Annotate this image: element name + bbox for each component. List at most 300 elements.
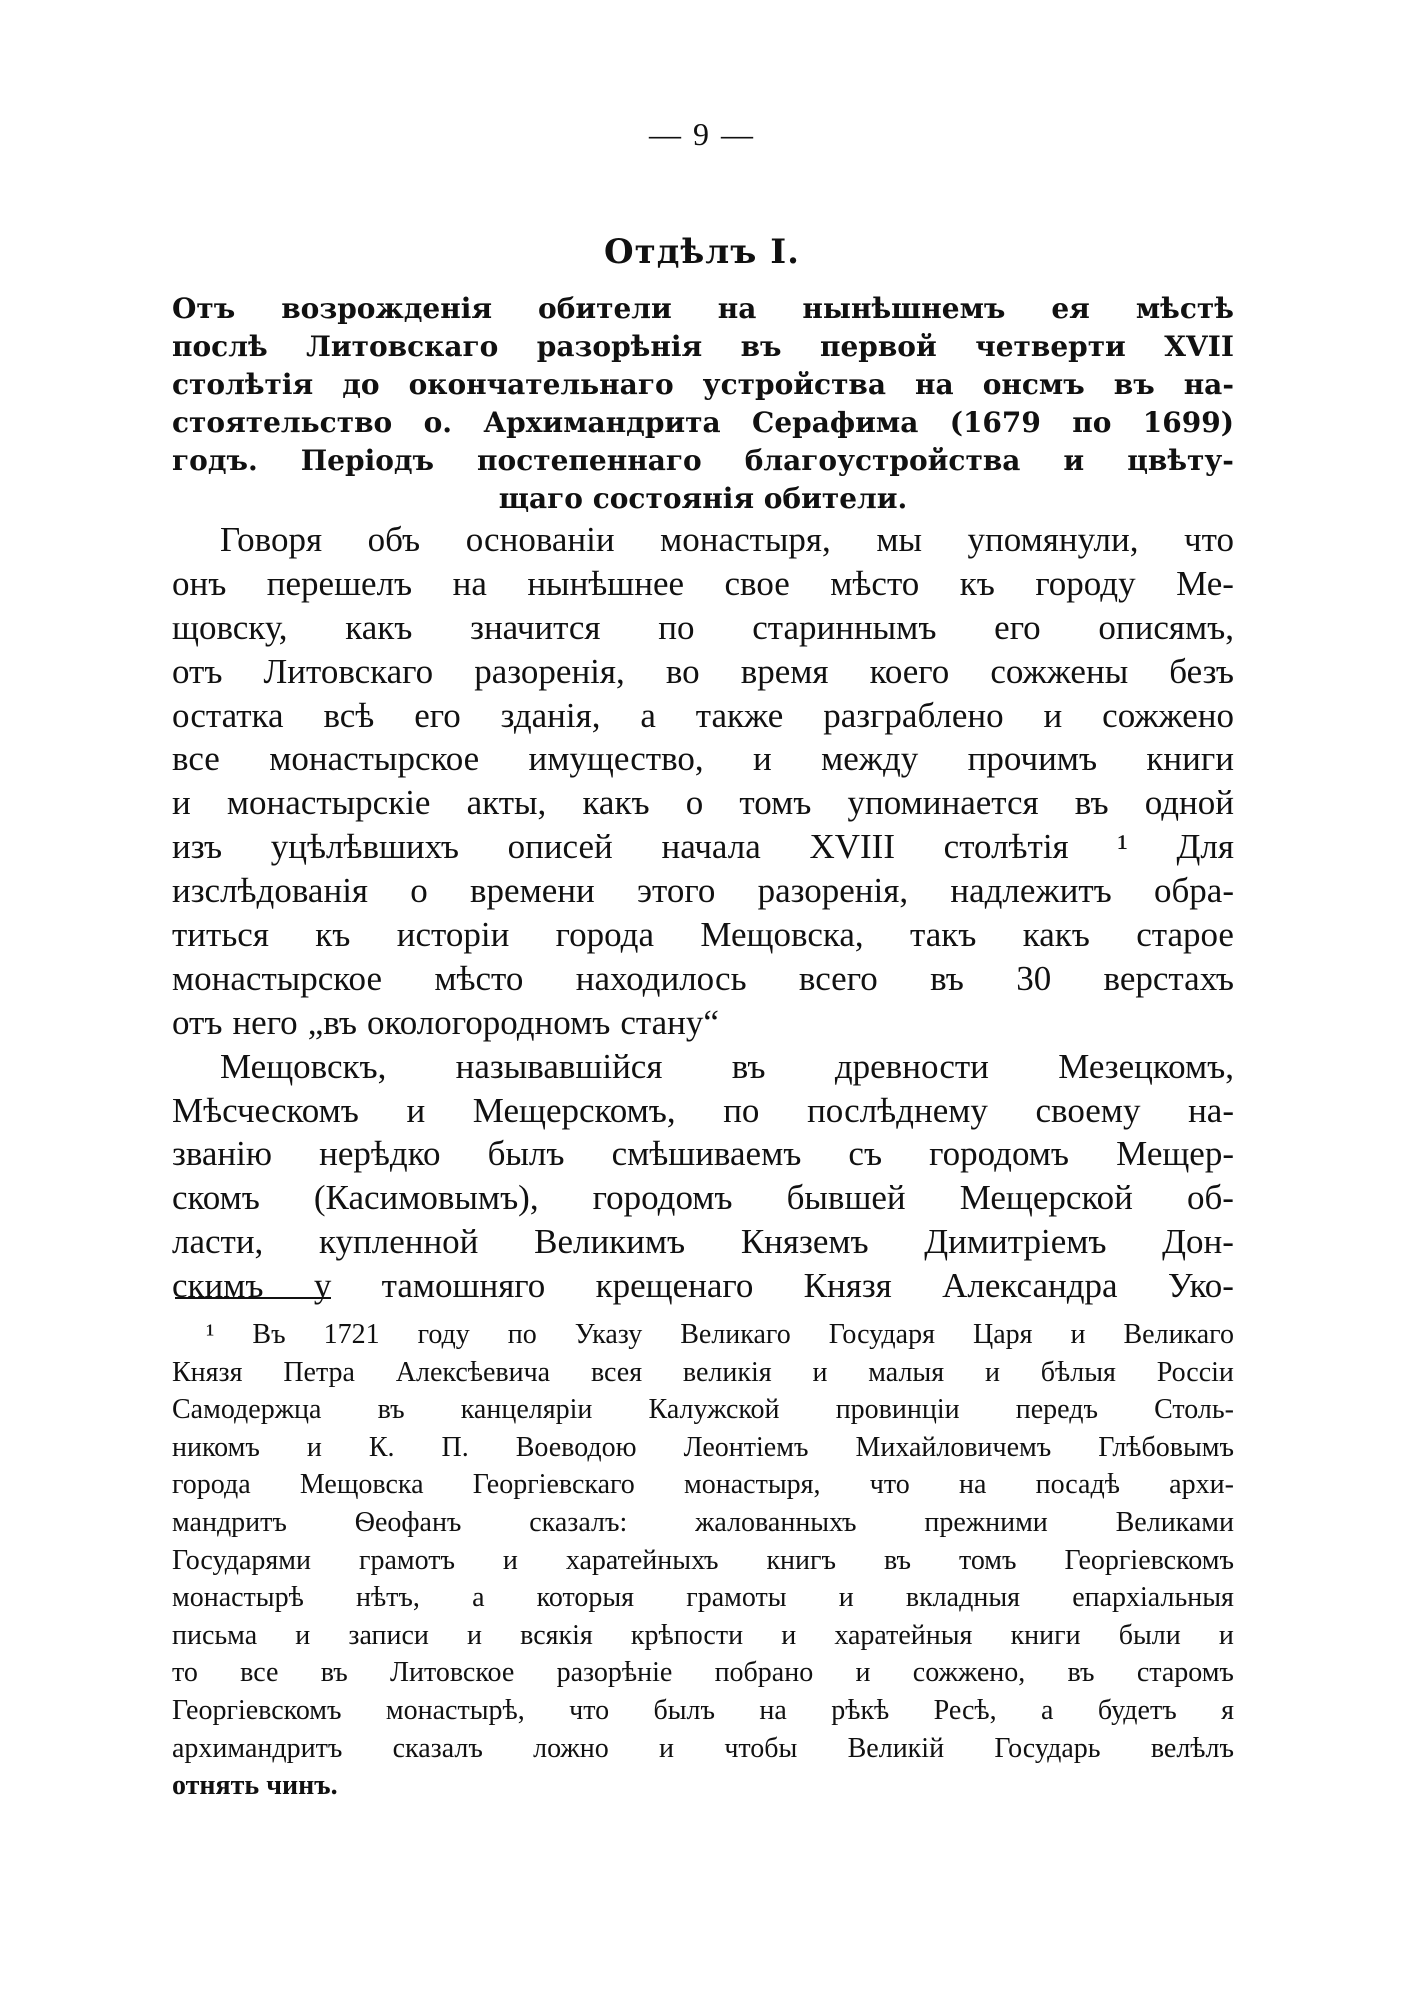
- word: грамотъ: [358, 1544, 455, 1576]
- word: „въ: [307, 1002, 357, 1042]
- word: щовску,: [172, 607, 288, 647]
- word: Леонтіемъ: [683, 1431, 809, 1463]
- word: нѣтъ,: [355, 1582, 420, 1614]
- word: на: [717, 292, 757, 325]
- footnote-divider: [175, 1297, 331, 1299]
- footnote-line: [172, 1316, 1234, 1354]
- word: Георгіевскаго: [472, 1469, 635, 1501]
- word: и: [659, 1732, 675, 1764]
- word: у: [313, 1266, 332, 1306]
- word: Царя: [972, 1319, 1033, 1350]
- word: на-: [1188, 1090, 1234, 1130]
- word: Самодержца: [172, 1394, 322, 1426]
- word: и: [838, 1582, 854, 1614]
- word: харатейныхъ: [565, 1544, 719, 1576]
- word: Для: [1176, 827, 1234, 867]
- word: Литовское: [390, 1657, 515, 1689]
- word: Княземъ: [740, 1222, 869, 1262]
- word: Великаго: [680, 1319, 791, 1350]
- word: что: [1184, 520, 1234, 559]
- word: упомянули,: [967, 520, 1139, 559]
- word: все: [240, 1657, 279, 1689]
- word: разоренія,: [757, 871, 909, 911]
- word: и: [295, 1619, 311, 1651]
- word: 30: [1016, 958, 1052, 998]
- word: времени: [470, 871, 595, 911]
- word: разорѣніе: [556, 1657, 673, 1689]
- word: по: [658, 607, 695, 647]
- footnote-line: отнять чинъ.: [172, 1770, 338, 1802]
- word: городу: [1035, 563, 1136, 603]
- word: смѣшиваемъ: [611, 1134, 802, 1174]
- word: Въ: [252, 1319, 286, 1350]
- word: Воеводою: [515, 1431, 637, 1463]
- word: цвѣту-: [1127, 444, 1234, 477]
- word: столѣтія: [172, 368, 314, 401]
- word: какъ: [1022, 915, 1090, 955]
- page-number: — 9 —: [649, 116, 755, 152]
- word: стариннымъ: [752, 607, 937, 647]
- word: Дон-: [1162, 1222, 1234, 1262]
- word: объ: [367, 520, 421, 559]
- word: въ: [320, 1657, 348, 1689]
- word: нерѣдко: [319, 1134, 441, 1174]
- word: изслѣдованія: [172, 871, 369, 911]
- footnote-line: [172, 1466, 1234, 1504]
- word: чтобы: [724, 1732, 798, 1764]
- word: званію: [172, 1134, 273, 1174]
- word: окончательнаго: [408, 368, 674, 401]
- word: крѣпости: [630, 1619, 744, 1651]
- word: столѣтія: [943, 827, 1069, 867]
- word: были: [1118, 1619, 1181, 1651]
- word: мандритъ: [172, 1506, 287, 1538]
- word: всѣ: [323, 695, 375, 735]
- word: онъ: [172, 563, 227, 603]
- word: монастырскіе: [226, 783, 431, 823]
- paragraph-line: [172, 957, 1234, 1001]
- word: (1679: [949, 406, 1041, 439]
- word: стоятельство: [172, 406, 393, 439]
- word: старомъ: [1136, 1657, 1234, 1689]
- word: монастырское: [269, 739, 480, 779]
- summary-line: [172, 366, 1234, 404]
- footnote-line: [172, 1429, 1234, 1467]
- word: письма: [172, 1619, 258, 1651]
- word: Періодъ: [300, 444, 435, 477]
- word: малыя: [868, 1356, 945, 1388]
- word: нынѣшнемъ: [802, 292, 1006, 325]
- word: Глѣбовымъ: [1098, 1431, 1234, 1463]
- paragraph-line: [172, 650, 1234, 694]
- word: какъ: [345, 607, 413, 647]
- word: послѣднему: [807, 1090, 988, 1130]
- word: на: [958, 1469, 987, 1501]
- word: на: [759, 1694, 787, 1726]
- word: харатейныя: [834, 1619, 973, 1651]
- word: Мещовска: [299, 1469, 424, 1501]
- word: такъ: [909, 915, 977, 955]
- word: Князя: [172, 1356, 243, 1388]
- word: четверти: [975, 330, 1126, 363]
- word: въ: [377, 1394, 405, 1426]
- word: Литовскаго: [306, 330, 499, 363]
- word: Георгіевскомъ: [1064, 1544, 1234, 1576]
- word: древности: [834, 1046, 989, 1086]
- word: постепеннаго: [477, 444, 702, 477]
- word: разоренія,: [474, 651, 625, 691]
- word: своему: [1035, 1090, 1141, 1130]
- word: К.: [368, 1431, 395, 1463]
- footnote-line: [172, 1391, 1234, 1429]
- word: устройства: [702, 368, 887, 401]
- word: Ресѣ,: [933, 1694, 997, 1726]
- word: о.: [423, 406, 452, 439]
- word: зданія,: [500, 695, 601, 735]
- footnote-line: [172, 1692, 1234, 1730]
- word: Мещерскомъ,: [472, 1090, 676, 1130]
- word: титься: [172, 915, 269, 955]
- word: Мезецкомъ,: [1058, 1046, 1234, 1086]
- word: надлежитъ: [950, 871, 1112, 911]
- word: Алексѣевича: [395, 1356, 551, 1388]
- word: о: [685, 783, 704, 823]
- word: и: [1063, 444, 1085, 477]
- word: книгъ: [766, 1544, 836, 1576]
- word: записи: [348, 1619, 429, 1651]
- paragraph-line: [172, 1132, 1234, 1176]
- word: грамоты: [686, 1582, 787, 1614]
- footnote-line: [172, 1542, 1234, 1580]
- word: Мещовскъ,: [220, 1046, 387, 1086]
- word: Указу: [574, 1319, 643, 1350]
- word: остатка: [172, 695, 284, 735]
- word: ложно: [533, 1732, 609, 1764]
- word: ¹: [1117, 827, 1128, 867]
- word: жалованныхъ: [695, 1506, 857, 1538]
- word: описямъ,: [1098, 607, 1234, 647]
- paragraph-line: [172, 1176, 1234, 1220]
- word: и: [1043, 695, 1063, 735]
- word: я: [1221, 1694, 1234, 1726]
- summary-line: [172, 328, 1234, 366]
- paragraph-line: [172, 737, 1234, 781]
- word: въ: [1067, 1657, 1095, 1689]
- word: то: [172, 1657, 198, 1689]
- main-text: [172, 518, 1234, 1308]
- word: монастыря,: [660, 520, 831, 559]
- word: и: [781, 1619, 797, 1651]
- word: отъ: [172, 651, 223, 691]
- word: коего: [869, 651, 950, 691]
- word: былъ: [653, 1694, 716, 1726]
- paragraph-line: [172, 518, 1234, 562]
- word: исторіи: [396, 915, 510, 955]
- word: на: [452, 563, 487, 603]
- word: одной: [1144, 783, 1234, 823]
- word: всея: [590, 1356, 643, 1388]
- word: имущество,: [528, 739, 704, 779]
- word: какъ: [582, 783, 650, 823]
- word: ея: [1051, 292, 1090, 325]
- word: по: [1072, 406, 1112, 439]
- word: Отъ: [172, 292, 236, 325]
- summary-line: [172, 290, 1234, 328]
- word: что: [869, 1469, 910, 1501]
- summary-line: [172, 442, 1234, 480]
- word: великія: [682, 1356, 772, 1388]
- word: которыя: [536, 1582, 635, 1614]
- word: и: [467, 1619, 483, 1651]
- word: въ: [1074, 783, 1109, 823]
- word: въ: [930, 958, 964, 998]
- word: и: [172, 783, 191, 823]
- word: годъ.: [172, 444, 258, 477]
- word: на: [915, 368, 954, 401]
- word: и: [1070, 1319, 1086, 1350]
- word: изъ: [172, 827, 223, 867]
- word: находилось: [575, 958, 747, 998]
- word: прочимъ: [967, 739, 1098, 779]
- word: 1699): [1142, 406, 1234, 439]
- paragraph-line: [172, 562, 1234, 606]
- word: Димитріемъ: [924, 1222, 1107, 1262]
- word: (Касимовымъ),: [313, 1178, 539, 1218]
- word: и: [502, 1544, 518, 1576]
- word: уцѣлѣвшихъ: [270, 827, 459, 867]
- paragraph-line: [172, 1089, 1234, 1133]
- word: нынѣшнее: [527, 563, 685, 603]
- word: томъ: [739, 783, 812, 823]
- word: Михайловичемъ: [855, 1431, 1052, 1463]
- word: онсмъ: [982, 368, 1085, 401]
- word: его: [414, 695, 461, 735]
- section-summary: [172, 290, 1234, 518]
- word: году: [417, 1319, 470, 1350]
- word: старое: [1136, 915, 1234, 955]
- word: мы: [876, 520, 922, 559]
- footnote-line: [172, 1579, 1234, 1617]
- word: города: [555, 915, 654, 955]
- paragraph-line: [172, 869, 1234, 913]
- word: до: [342, 368, 380, 401]
- paragraph-line: [172, 913, 1234, 957]
- word: сожжены: [990, 651, 1129, 691]
- paragraph-line: [172, 825, 1234, 869]
- word: Столь-: [1154, 1394, 1234, 1426]
- word: разграблено: [823, 695, 1004, 735]
- word: Великимъ: [534, 1222, 686, 1262]
- word: Говоря: [220, 520, 323, 559]
- word: основаніи: [465, 520, 615, 559]
- paragraph-line: [172, 1045, 1234, 1089]
- word: безъ: [1169, 651, 1234, 691]
- section-title: Отдѣлъ I.: [604, 232, 800, 272]
- word: обра-: [1153, 871, 1234, 911]
- word: XVIII: [809, 827, 895, 867]
- word: и: [406, 1090, 426, 1130]
- word: всякія: [520, 1619, 593, 1651]
- word: Мещерской: [959, 1178, 1133, 1218]
- word: Архимандрита: [483, 406, 721, 439]
- word: Князя: [803, 1266, 892, 1306]
- word: мѣстѣ: [1135, 292, 1234, 325]
- word: монастырѣ: [172, 1582, 304, 1614]
- word: и: [984, 1356, 1000, 1388]
- word: отъ: [172, 1002, 223, 1042]
- word: Литовскаго: [263, 651, 434, 691]
- word: Великій: [847, 1732, 945, 1764]
- word: разорѣнія: [536, 330, 703, 363]
- word: былъ: [487, 1134, 565, 1174]
- word: П.: [441, 1431, 469, 1463]
- word: Александра: [942, 1266, 1118, 1306]
- word: посадѣ: [1035, 1469, 1120, 1501]
- paragraph-line: [172, 1001, 1234, 1045]
- word: XVII: [1164, 330, 1234, 363]
- word: Россіи: [1156, 1356, 1234, 1388]
- word: Мещер-: [1116, 1134, 1234, 1174]
- word: акты,: [466, 783, 547, 823]
- word: послѣ: [172, 330, 268, 363]
- word: купленной: [318, 1222, 479, 1262]
- word: свое: [724, 563, 790, 603]
- word: всего: [798, 958, 878, 998]
- footnote-line: [172, 1654, 1234, 1692]
- word: книги: [1146, 739, 1234, 779]
- word: Великами: [1115, 1506, 1234, 1538]
- paragraph-line: [172, 781, 1234, 825]
- word: обители: [538, 292, 672, 325]
- word: Ѳеофанъ: [354, 1506, 462, 1538]
- word: скомъ: [172, 1178, 260, 1218]
- summary-line: [172, 404, 1234, 442]
- word: томъ: [958, 1544, 1017, 1576]
- word: крещенаго: [595, 1266, 754, 1306]
- word: также: [695, 695, 784, 735]
- word: начала: [661, 827, 761, 867]
- word: бѣлыя: [1040, 1356, 1116, 1388]
- word: Петра: [283, 1356, 355, 1388]
- word: во: [665, 651, 700, 691]
- word: городомъ: [929, 1134, 1070, 1174]
- word: и: [812, 1356, 828, 1388]
- word: провинціи: [835, 1394, 960, 1426]
- word: сказалъ:: [529, 1506, 628, 1538]
- footnote-line: [172, 1730, 1234, 1768]
- word: монастыря,: [684, 1469, 821, 1501]
- word: верстахъ: [1103, 958, 1234, 998]
- word: благоустройства: [744, 444, 1021, 477]
- word: об-: [1186, 1178, 1234, 1218]
- word: первой: [819, 330, 937, 363]
- summary-line: щаго состоянія обители.: [498, 482, 908, 515]
- word: стану“: [620, 1002, 719, 1042]
- word: по: [507, 1319, 537, 1350]
- word: Уко-: [1167, 1266, 1234, 1306]
- word: побрано: [714, 1657, 814, 1689]
- word: епархіальныя: [1072, 1582, 1234, 1614]
- word: книги: [1010, 1619, 1081, 1651]
- word: тамошняго: [381, 1266, 546, 1306]
- word: бывшей: [786, 1178, 906, 1218]
- word: сожжено,: [912, 1657, 1026, 1689]
- word: Мѣсческомъ: [172, 1090, 359, 1130]
- word: Серафима: [752, 406, 919, 439]
- word: время: [740, 651, 829, 691]
- word: въ: [731, 1046, 766, 1086]
- word: передъ: [1015, 1394, 1098, 1426]
- word: а: [640, 695, 656, 735]
- word: города: [172, 1469, 251, 1501]
- word: мѣсто: [434, 958, 524, 998]
- word: Георгіевскомъ: [172, 1694, 342, 1726]
- word: называвшійся: [455, 1046, 663, 1086]
- word: Великаго: [1123, 1319, 1234, 1350]
- word: его: [994, 607, 1041, 647]
- word: городомъ: [592, 1178, 733, 1218]
- paragraph-line: [172, 606, 1234, 650]
- footnote-line: [172, 1504, 1234, 1542]
- word: сказалъ: [392, 1732, 483, 1764]
- word: ласти,: [172, 1222, 264, 1262]
- paragraph-line: [172, 1220, 1234, 1264]
- word: ¹: [206, 1319, 215, 1350]
- word: этого: [637, 871, 716, 911]
- word: прежними: [924, 1506, 1048, 1538]
- word: на-: [1183, 368, 1234, 401]
- word: въ: [1113, 368, 1155, 401]
- word: съ: [848, 1134, 883, 1174]
- word: и: [306, 1431, 322, 1463]
- word: Государь: [994, 1732, 1101, 1764]
- word: мѣсто: [830, 563, 920, 603]
- word: что: [569, 1694, 610, 1726]
- word: Государями: [172, 1544, 311, 1576]
- word: рѣкѣ: [831, 1694, 890, 1726]
- word: никомъ: [172, 1431, 260, 1463]
- word: канцеляріи: [460, 1394, 593, 1426]
- word: и: [855, 1657, 871, 1689]
- word: а: [1041, 1694, 1054, 1726]
- footnote-line: [172, 1617, 1234, 1655]
- footnotes: [172, 1316, 1234, 1805]
- word: къ: [315, 915, 351, 955]
- word: и: [1218, 1619, 1234, 1651]
- word: возрожденія: [281, 292, 493, 325]
- word: вкладныя: [905, 1582, 1021, 1614]
- word: къ: [959, 563, 995, 603]
- word: и: [753, 739, 772, 779]
- word: а: [472, 1582, 485, 1614]
- word: значится: [470, 607, 601, 647]
- word: въ: [740, 330, 782, 363]
- word: сожжено: [1102, 695, 1234, 735]
- word: по: [723, 1090, 760, 1130]
- word: архи-: [1169, 1469, 1234, 1501]
- word: все: [172, 739, 220, 779]
- paragraph-line: [172, 694, 1234, 738]
- word: него: [232, 1002, 298, 1042]
- word: между: [821, 739, 919, 779]
- word: о: [410, 871, 428, 911]
- word: Государя: [828, 1319, 935, 1350]
- word: велѣлъ: [1150, 1732, 1234, 1764]
- word: описей: [507, 827, 613, 867]
- word: окологородномъ: [366, 1002, 611, 1042]
- word: перешелъ: [266, 563, 413, 603]
- word: 1721: [323, 1319, 380, 1350]
